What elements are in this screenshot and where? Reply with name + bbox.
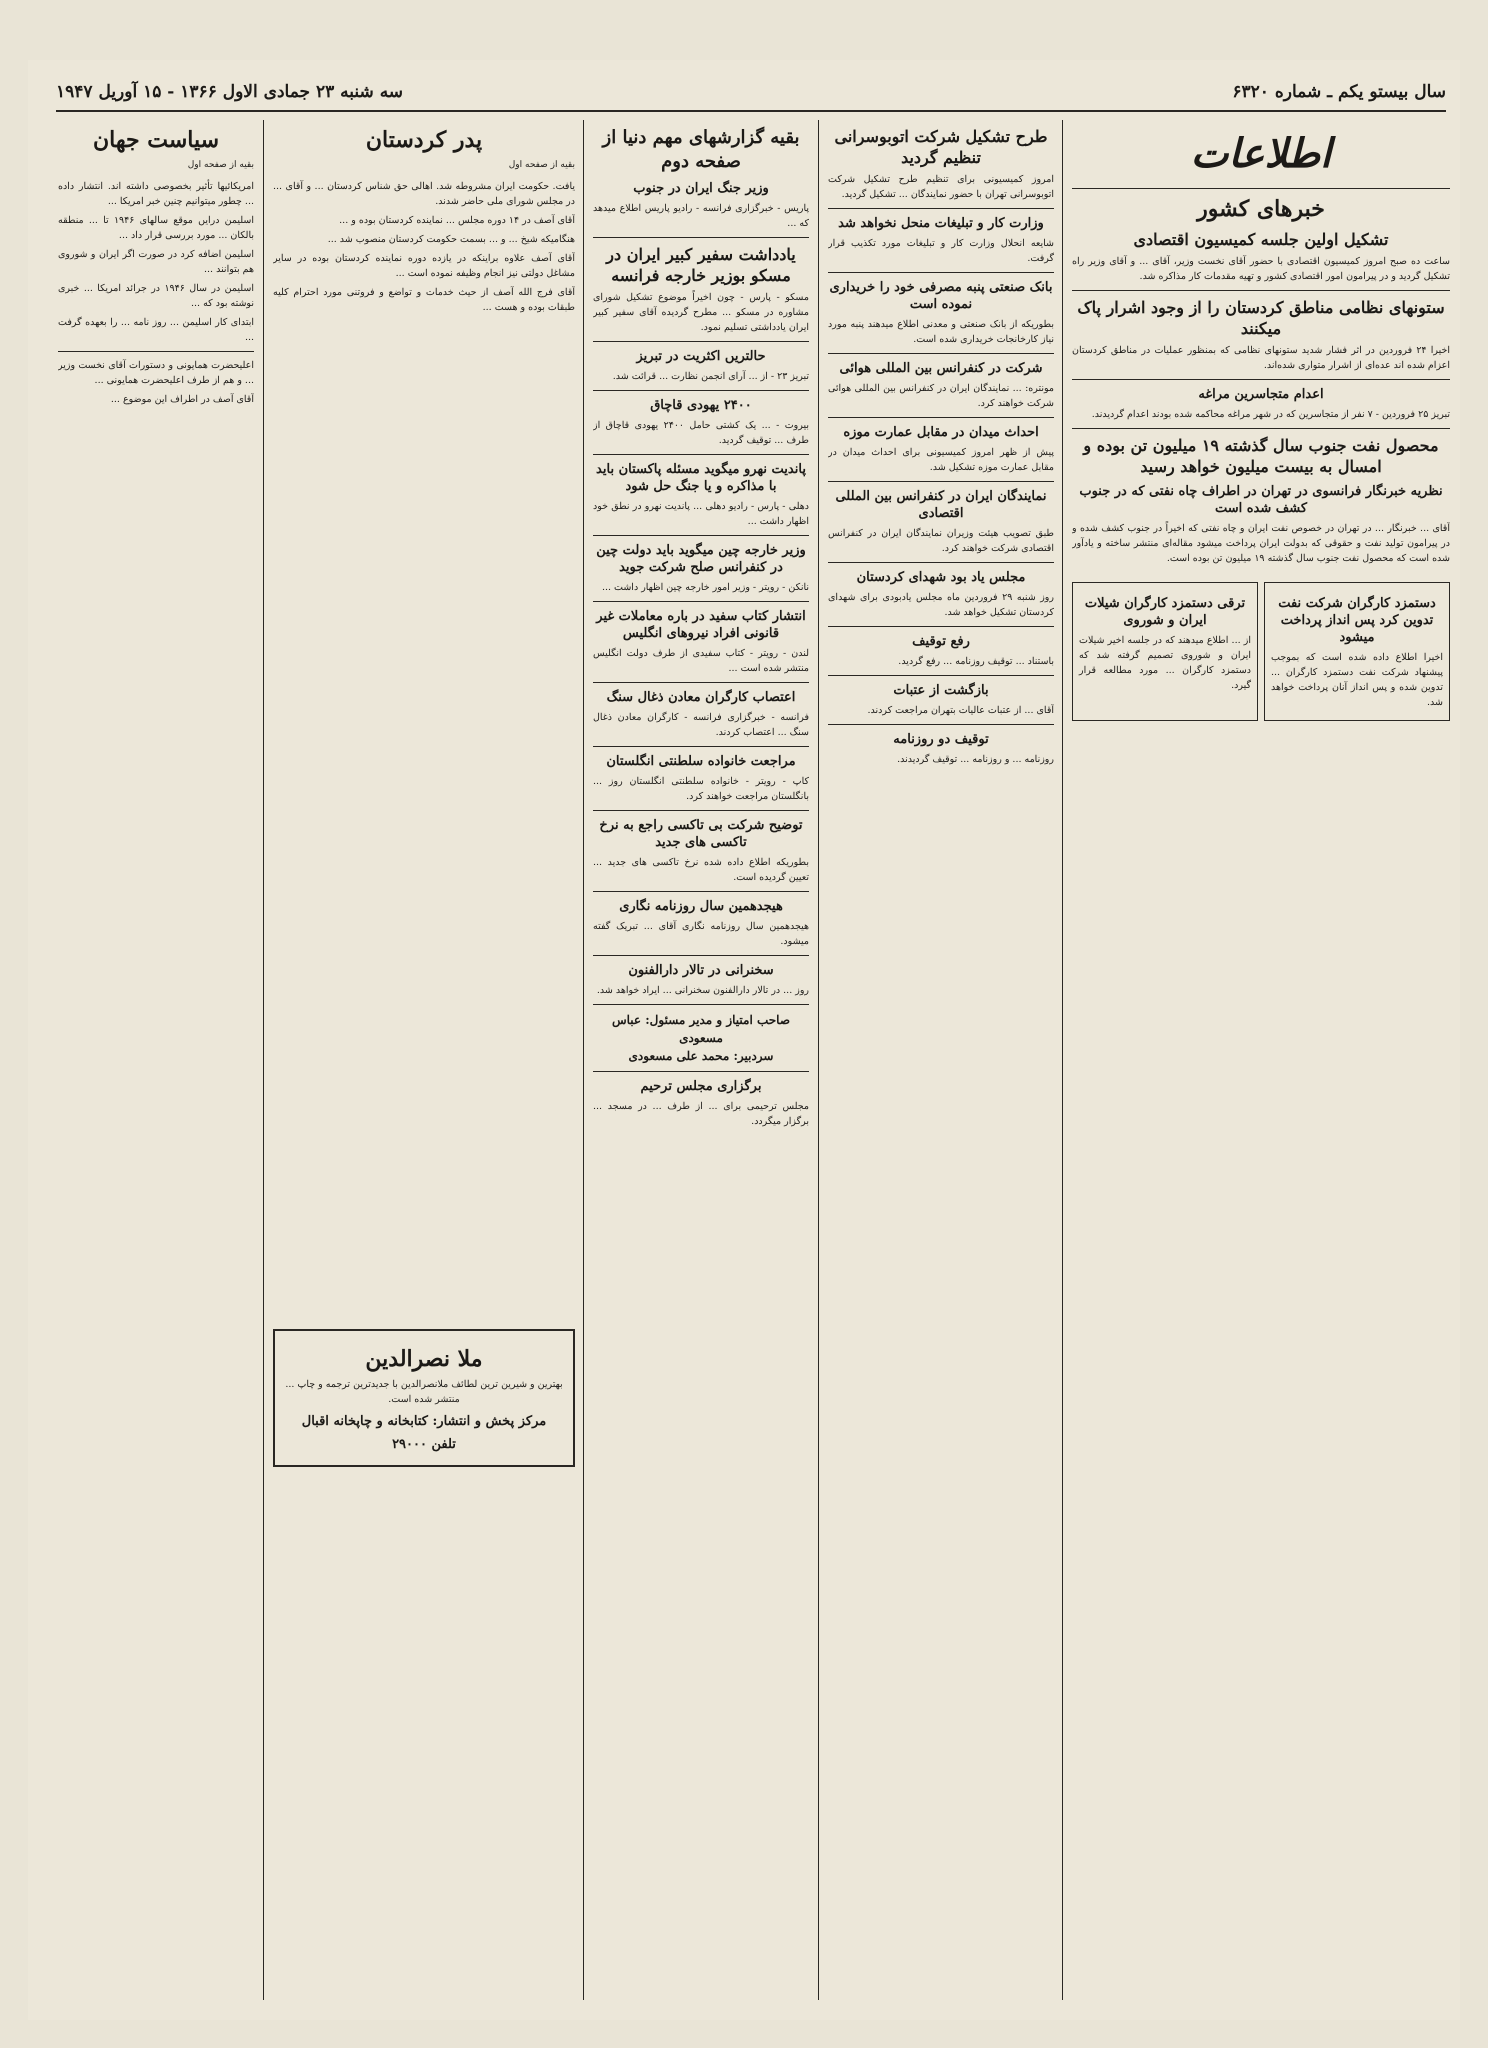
article-title: وزیر خارجه چین میگوید باید دولت چین در کنفرانس صلح شرکت جوید xyxy=(596,543,806,575)
section-headline: پدر کردستان xyxy=(365,127,483,153)
column-divider xyxy=(818,120,819,2000)
article-body: آقای ... خبرنگار ... در تهران در خصوص نفت ایران و چاه نفتی که اخیراً در جنوب کشف شده و در پیرامون تولید نفت و حقوقی که بدولت ایران پرداخت میشود مقاله‌ای منتشر ساخته و یادآور شده است که محصول نفت جنوب سال گذشته ۱۹ میلیون تن بوده است. xyxy=(1072,523,1450,564)
article-body: امروز کمیسیونی برای تنظیم طرح تشکیل شرکت اتوبوسرانی تهران با حضور نمایندگان ... تشکیل گردید. xyxy=(828,174,1054,200)
article-body: یافت. حکومت ایران مشروطه شد. اهالی حق شناس کردستان ... و آقای ... در مجلس شورای ملی حاضر شدند. xyxy=(273,181,575,207)
article-title: ۲۴۰۰ یهودی قاچاق xyxy=(650,398,752,413)
ad-title: ملا نصرالدین xyxy=(365,1346,483,1372)
article-body: آقای فرج الله آصف از حیث خدمات و تواضع و فروتنی مورد احترام کلیه طبقات بوده و هست ... xyxy=(273,287,575,313)
article-title: انتشار کتاب سفید در باره معاملات غیر قانونی افراد نیروهای انگلیس xyxy=(596,609,806,641)
box-body: اخیرا اطلاع داده شده است که بموجب پیشنهاد شرکت نفت دستمزد کارگران ... تدوین شده و پس انداز آنان پرداخت خواهد شد. xyxy=(1271,652,1443,708)
article-title: وزارت کار و تبلیغات منحل نخواهد شد xyxy=(838,216,1044,231)
article-title: مراجعت خانواده سلطنتی انگلستان xyxy=(606,754,796,769)
article-title: احداث میدان در مقابل عمارت موزه xyxy=(843,425,1039,440)
article-body: پاریس - خبرگزاری فرانسه - رادیو پاریس اطلاع میدهد که ... xyxy=(593,203,809,229)
column-kurdistan xyxy=(273,120,575,2000)
article-body: امریکائیها تأثیر بخصوصی داشته اند. انتشار داده ... چطور میتوانیم چنین خبر امریکا ... xyxy=(58,181,254,207)
box-body: از ... اطلاع میدهند که در جلسه اخیر شیلات ایران و شوروی تصمیم گرفته شد که دستمزد کارگران ... مورد مطالعه قرار گیرد. xyxy=(1079,635,1251,691)
column-local-news xyxy=(828,120,1054,2000)
article-title: هیجدهمین سال روزنامه نگاری xyxy=(619,899,783,914)
article-body: مجلس ترحیمی برای ... از طرف ... در مسجد ... برگزار میگردد. xyxy=(593,1101,809,1127)
advertisement xyxy=(273,1329,575,1467)
article-title: تشکیل اولین جلسه کمیسیون اقتصادی xyxy=(1133,230,1389,249)
article-body: بیروت - ... یک کشتی حامل ۲۴۰۰ یهودی قاچاق از طرف ... توقیف گردید. xyxy=(593,420,809,446)
article-title: یادداشت سفیر کبیر ایران در مسکو بوزیر خارجه فرانسه xyxy=(606,245,796,285)
article-title: توقیف دو روزنامه xyxy=(893,732,989,747)
column-world-news xyxy=(593,120,809,2000)
article-body: پیش از ظهر امروز کمیسیونی برای احداث میدان در مقابل عمارت موزه تشکیل شد. xyxy=(828,447,1054,473)
issue-date: سه شنبه ۲۳ جمادی الاول ۱۳۶۶ - ۱۵ آوریل ۱۹۴۷ xyxy=(56,82,404,102)
article-body: اسلیمن اضافه کرد در صورت اگر ایران و شوروی هم بتوانند ... xyxy=(58,249,254,275)
publisher-credit: صاحب امتیاز و مدیر مسئول: عباس مسعودی xyxy=(611,1013,791,1045)
article-title: رفع توقیف xyxy=(912,634,970,649)
continuation-note: بقیه از صفحه اول xyxy=(187,160,254,170)
article-title: وزیر جنگ ایران در جنوب xyxy=(633,181,769,196)
article-body: اخیرا ۲۴ فروردین در اثر فشار شدید ستونهای نظامی که بمنظور عملیات در مناطق کردستان اعزام شده اند عده‌ای از اشرار متواری شده‌اند. xyxy=(1072,345,1450,371)
article-title: مجلس یاد بود شهدای کردستان xyxy=(856,570,1026,585)
column-national-news xyxy=(1072,120,1450,2000)
article-body: باستناد ... توقیف روزنامه ... رفع گردید. xyxy=(898,656,1054,667)
ad-body: بهترین و شیرین ترین لطائف ملانصرالدین با جدیدترین ترجمه و چاپ ... منتشر شده است. xyxy=(285,1379,563,1405)
article-title: سخنرانی در تالار دارالفنون xyxy=(628,963,774,978)
article-body: کاپ - رویتر - خانواده سلطنتی انگلستان روز ... بانگلستان مراجعت خواهند کرد. xyxy=(593,776,809,802)
news-box xyxy=(1264,582,1450,721)
article-body: مسکو - پارس - چون اخیراً موضوع تشکیل شورای مشاوره در مسکو ... مطرح گردیده آقای سفیر کبیر ایران یادداشتی تسلیم نمود. xyxy=(593,292,809,333)
article-body: روز شنبه ۲۹ فروردین ماه مجلس یادبودی برای شهدای کردستان تشکیل خواهد شد. xyxy=(828,592,1054,618)
article-body: ساعت ده صبح امروز کمیسیون اقتصادی با حضور آقای نخست وزیر، آقای ... و آقای وزیر راه تشکیل گردید و در پیرامون امور اقتصادی کشور و تهیه مقدمات کار مذاکره شد. xyxy=(1072,256,1450,282)
article-body: تبریز ۲۵ فروردین - ۷ نفر از متجاسرین که در شهر مراغه محاکمه شده بودند اعدام گردیدند. xyxy=(1091,409,1450,420)
news-box xyxy=(1072,582,1258,721)
article-body: آقای آصف در اطراف این موضوع ... xyxy=(110,394,254,405)
article-body: اعلیحضرت همایونی و دستورات آقای نخست وزیر ... و هم از طرف اعلیحضرت همایونی ... xyxy=(58,360,254,386)
section-headline: سیاست جهان xyxy=(92,127,220,153)
box-title: ترقی دستمزد کارگران شیلات ایران و شوروی xyxy=(1084,596,1246,628)
article-body: لندن - رویتر - کتاب سفیدی از طرف دولت انگلیس منتشر شده است ... xyxy=(593,648,809,674)
article-body: هیجدهمین سال روزنامه نگاری آقای ... تبریک گفته میشود. xyxy=(593,921,809,947)
editor-credit: سردبیر: محمد علی مسعودی xyxy=(628,1049,774,1063)
article-body: نانکن - رویتر - وزیر امور خارجه چین اظهار داشت ... xyxy=(601,582,809,593)
continuation-note: بقیه از صفحه اول xyxy=(508,160,575,170)
box-title: دستمزد کارگران شرکت نفت تدوین کرد پس انداز پرداخت میشود xyxy=(1278,596,1436,645)
article-body: هنگامیکه شیخ ... و ... بسمت حکومت کردستان منصوب شد ... xyxy=(327,234,575,245)
column-world-politics xyxy=(58,120,254,2000)
article-title: بانک صنعتی پنبه مصرفی خود را خریداری نموده است xyxy=(829,280,1053,312)
section-headline: خبرهای کشور xyxy=(1197,196,1325,222)
article-title: محصول نفت جنوب سال گذشته ۱۹ میلیون تن بوده و امسال به بیست میلیون خواهد رسید xyxy=(1083,436,1439,476)
article-body: آقای ... از عتبات عالیات بتهران مراجعت کردند. xyxy=(867,705,1054,716)
article-body: دهلی - پارس - رادیو دهلی ... پاندیت نهرو در نطق خود اظهار داشت ... xyxy=(593,501,809,527)
article-title: برگزاری مجلس ترحیم xyxy=(640,1079,762,1094)
article-title: اعتصاب کارگران معادن ذغال سنگ xyxy=(606,690,796,705)
column-divider xyxy=(583,120,584,2000)
article-body: آقای آصف در ۱۴ دوره مجلس ... نماینده کردستان بوده و ... xyxy=(339,215,575,226)
article-body: اسلیمن در سال ۱۹۴۶ در جرائد امریکا ... خبری نوشته بود که ... xyxy=(58,283,254,309)
article-body: آقای آصف علاوه براینکه در یازده دوره نماینده کردستان بوده در سایر مشاغل دولتی نیز انجام وظیفه نموده است ... xyxy=(273,253,575,279)
header-rule xyxy=(56,110,1446,112)
article-body: روز ... در تالار دارالفنون سخنرانی ... ایراد خواهد شد. xyxy=(596,985,809,996)
article-body: بطوریکه اطلاع داده شده نرخ تاکسی های جدید ... تعیین گردیده است. xyxy=(593,857,809,883)
article-body: اسلیمن درایں موقع سالهای ۱۹۴۶ تا ... منطقه بالکان ... مورد بررسی قرار داد ... xyxy=(58,215,254,241)
article-body: بطوریکه از بانک صنعتی و معدنی اطلاع میدهند پنبه مورد نیاز کارخانجات خریداری شده است. xyxy=(828,319,1054,345)
article-body: فرانسه - خبرگزاری فرانسه - کارگران معادن ذغال سنگ ... اعتصاب کردند. xyxy=(593,712,809,738)
article-title: نمایندگان ایران در کنفرانس بین المللی اقتصادی xyxy=(835,489,1047,521)
article-title: حالتریں اکثریت در تبریز xyxy=(636,349,766,364)
article-body: روزنامه ... و روزنامه ... توقیف گردیدند. xyxy=(897,754,1054,765)
issue-number: سال بیستو یکم ـ شماره ۶۳۲۰ xyxy=(1232,82,1446,102)
article-title: اعدام متجاسرین مراغه xyxy=(1198,387,1324,402)
article-title: بازگشت از عتبات xyxy=(893,683,989,698)
article-title: توضیح شرکت بی تاکسی راجع به نرخ تاکسی های جدید xyxy=(599,818,803,850)
article-body: تبریز ۲۳ - از ... آرای انجمن نظارت ... قرائت شد. xyxy=(612,371,809,382)
article-body: طبق تصویب هیئت وزیران نمایندگان ایران در کنفرانس اقتصادی شرکت خواهند کرد. xyxy=(828,528,1054,554)
column-divider xyxy=(1062,120,1063,2000)
article-subtitle: نظریه خبرنگار فرانسوی در تهران در اطراف چاه نفتی که در جنوب کشف شده است xyxy=(1079,484,1443,516)
article-title: پاندیت نهرو میگوید مسئله پاکستان باید با مذاکره و یا جنگ حل شود xyxy=(596,462,806,494)
ad-phone: تلفن ۲۹۰۰۰ xyxy=(392,1437,456,1452)
newspaper-header xyxy=(56,78,1446,106)
column-divider xyxy=(263,120,264,2000)
article-title: طرح تشکیل شرکت اتوبوسرانی تنظیم گردید xyxy=(834,127,1048,167)
section-headline: بقیه گزارشهای مهم دنیا از صفحه دوم xyxy=(602,127,800,172)
article-body: مونتره: ... نمایندگان ایران در کنفرانس بین المللی هوائی شرکت خواهند کرد. xyxy=(828,383,1054,409)
article-body: ابتدای کار اسلیمن ... روز نامه ... را بعهده گرفت ... xyxy=(58,317,254,343)
article-title: شرکت در کنفرانس بین المللی هوائی xyxy=(839,361,1043,376)
newspaper-masthead: اطلاعات xyxy=(1190,130,1332,177)
article-body: شایعه انحلال وزارت کار و تبلیغات مورد تکذیب قرار گرفت. xyxy=(828,238,1054,264)
article-title: ستونهای نظامی مناطق کردستان را از وجود اشرار پاک میکنند xyxy=(1077,298,1445,338)
ad-footer: مرکز پخش و انتشار: کتابخانه و چاپخانه اقبال xyxy=(301,1414,547,1429)
